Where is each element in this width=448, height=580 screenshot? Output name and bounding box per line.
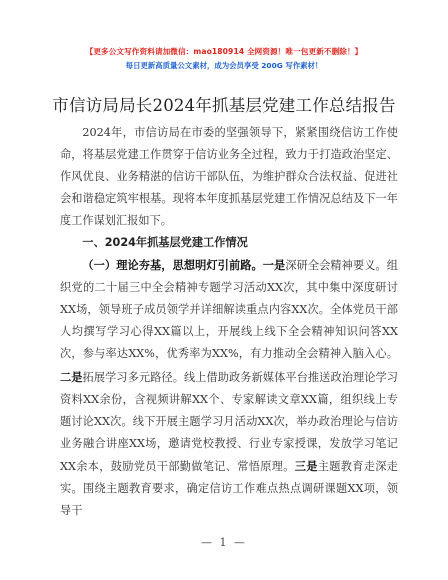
body-paragraph [60, 254, 398, 522]
section-heading: 一、2024年抓基层党建工作情况 [82, 236, 248, 250]
promo-banner-red: 【更多公文写作资料请加微信：mao180914 全网资源！唯一包更新不删除！】 [85, 47, 363, 56]
document-body [60, 122, 398, 522]
point-text-three: 主题教育走深走实。围绕主题教育要求，确定信访工作难点热点调研课题XX项，领导干 [60, 459, 398, 517]
document-title: 市信访局局长2024年抓基层党建工作总结报告 [52, 96, 396, 115]
point-lead-one: 一是 [262, 258, 286, 273]
point-text-two: 拓展学习多元路径。线上借助政务新媒体平台推送政治理论学习资料XX余份，含视频讲解XX个、专家解读文章XX篇，组织线上专题讨论XX次。线下开展主题学习月活动XX次，举办政治理论与信访业务融合讲座XX场，邀请党校教授、行业专家授课，发放学习笔记XX余本，鼓励党员干部勤做笔记、常悟原理。 [60, 370, 398, 473]
intro-paragraph: 2024年，市信访局在市委的坚强领导下，紧紧围绕信访工作使命，将基层党建工作贯穿于信访业务全过程，致力于打造政治坚定、作风优良、业务精湛的信访干部队伍，为维护群众合法权益、促进社会和谐稳定筑牢根基。现将本年度抓基层党建工作情况总结及下一年度工作谋划汇报如下。 [60, 126, 398, 228]
point-lead-three: 三是 [294, 458, 318, 473]
promo-banner-blue: 每日更新高质量公文素材，成为会员享受 200G 写作素材！ [125, 61, 323, 70]
point-text-one: 深研全会精神要义。组织党的二十届三中全会精神专题学习活动XX次，其中集中深度研讨XX场，领导班子成员领学并详细解读重点内容XX次。全体党员干部人均撰写学习心得XX篇以上，开展线上线下全会精神知识问答XX次，参与率达XX%，优秀率为XX%，有力推动全会精神入脑入心。 [60, 259, 398, 361]
page-number: — 1 — [201, 536, 247, 549]
subsection-heading: （一）理论夯基，思想明灯引前路。 [82, 258, 263, 273]
point-lead-two: 二是 [60, 369, 83, 384]
